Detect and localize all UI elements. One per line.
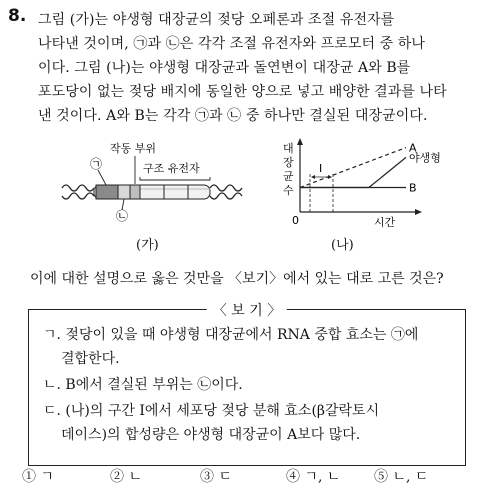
statement-g: ㄱ. 젖당이 있을 때 야생형 대장균에서 RNA 중합 효소는 ㉠에	[43, 327, 419, 343]
question-line: 그림 (가)는 야생형 대장균의 젖당 오페론과 조절 유전자를	[38, 12, 395, 28]
series-label-0: A	[409, 141, 417, 155]
choice-2[interactable]: ② ㄴ	[110, 469, 142, 485]
dna-helix-left-2	[62, 193, 94, 199]
question-line: 이다. 그림 (나)는 야생형 대장균과 돌연변이 대장균 A와 B를	[38, 60, 411, 76]
caption-figure-b: (나)	[331, 238, 354, 253]
figure-growth-chart	[278, 134, 453, 252]
label-structural-genes: 구조 유전자	[143, 162, 200, 175]
statement-g-cont: 결합한다.	[61, 351, 120, 367]
caption-figure-a: (가)	[136, 238, 159, 253]
gene-segment-2	[118, 185, 130, 199]
question-line: 나타낸 것이며, ㉠과 ㉡은 각각 조절 유전자와 프로모터 중 하나	[38, 36, 426, 52]
origin-label: 0	[292, 214, 299, 227]
marker-gene-2: ㉡	[116, 209, 129, 223]
y-axis-label-4: 수	[283, 184, 294, 197]
series-label-2: B	[409, 181, 417, 195]
choice-1[interactable]: ① ㄱ	[22, 469, 54, 485]
growth-chart-svg	[278, 134, 453, 252]
bogi-title: 〈 보 기 〉	[207, 300, 287, 320]
question-prompt: 이에 대한 설명으로 옳은 것만을 〈보기〉에서 있는 대로 고른 것은?	[30, 271, 444, 287]
choice-4[interactable]: ④ ㄱ, ㄴ	[286, 469, 341, 485]
dna-helix-right	[210, 185, 242, 191]
series-line-1	[300, 157, 406, 187]
series-line-0	[300, 148, 406, 188]
choice-5[interactable]: ⑤ ㄴ, ㄷ	[374, 469, 429, 485]
question-line: 포도당이 없는 젖당 배지에 동일한 양으로 넣고 배양한 결과를 나타	[38, 84, 447, 100]
interval-label: I	[319, 162, 323, 175]
question-line: 낸 것이다. A와 B는 각각 ㉠과 ㉡ 중 하나만 결실된 대장균이다.	[38, 108, 428, 124]
marker-gene-1: ㉠	[90, 157, 103, 171]
y-axis-label-3: 균	[283, 170, 294, 183]
dna-helix-left	[62, 185, 94, 191]
y-axis-label-1: 대	[283, 142, 294, 155]
statement-n: ㄴ. B에서 결실된 부위는 ㉡이다.	[43, 377, 243, 393]
choice-3[interactable]: ③ ㄷ	[200, 469, 232, 485]
label-operator: 작동 부위	[110, 142, 157, 155]
answer-choices	[22, 466, 472, 488]
statement-d: ㄷ. (나)의 구간 Ⅰ에서 세포당 젖당 분해 효소(β갈락토시	[43, 403, 380, 419]
dna-helix-right-2	[210, 193, 242, 199]
y-axis-label-2: 장	[283, 156, 294, 169]
bogi-box	[28, 303, 466, 466]
x-axis-label: 시간	[374, 216, 396, 229]
operator-segment	[130, 185, 140, 199]
statement-d-cont: 데이스)의 합성량은 야생형 대장균이 A보다 많다.	[61, 427, 361, 443]
gene-segment-1	[96, 185, 118, 199]
series-label-1: 야생형	[409, 151, 441, 165]
question-text	[38, 8, 476, 128]
question-number: 8.	[8, 6, 27, 26]
